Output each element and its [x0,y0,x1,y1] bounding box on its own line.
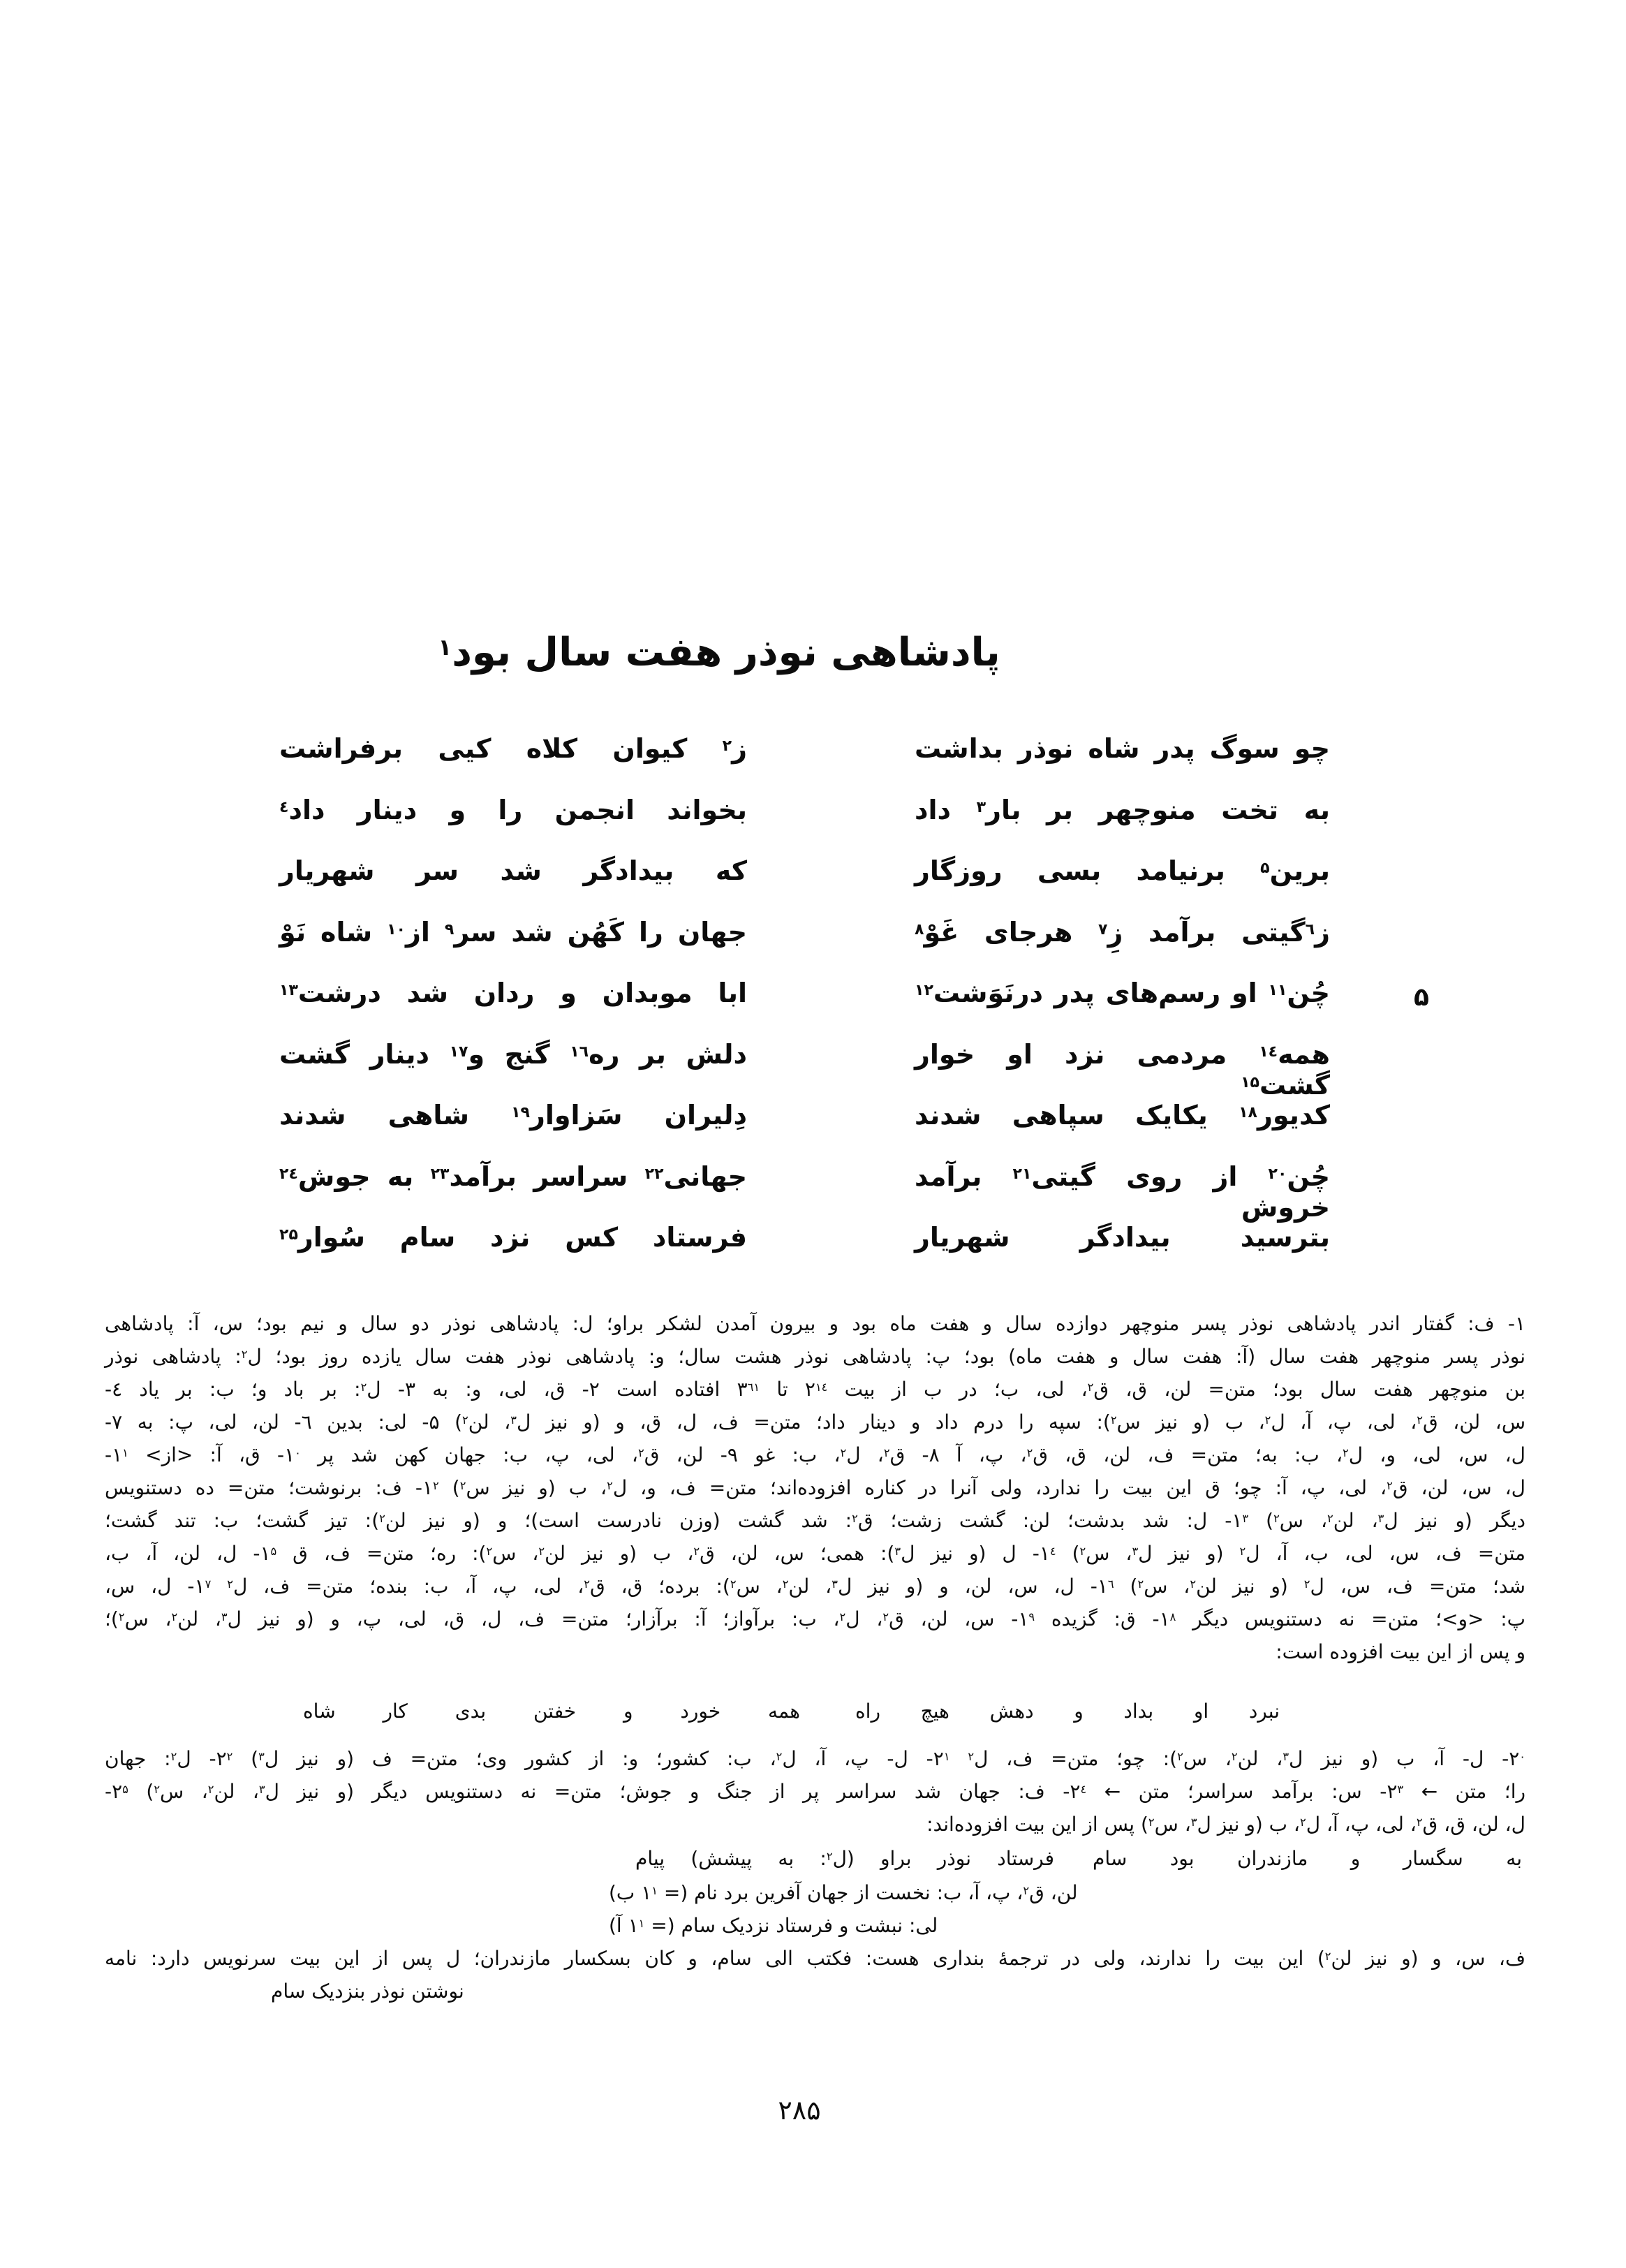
hemistich-first: به تخت منوچهر بر بار$^۳$ داد [915,794,1330,825]
couplet-row [279,1100,1330,1161]
apparatus-line: ل، س، لن، ق$^۲$، لی، پ، آ: چو؛ ق این بیت را ندارد، ولی آنرا در کناره افزوده‌اند؛ متن= ف، و، ل$^۲$، ب (و نیز س$^۲$) $۱^۲-$ ف: برنوشت؛ متن= ده دستنویس [105,1476,1525,1499]
hemistich-second: ابا موبدان و ردان شد درشت$^{۱۳}$ [279,978,747,1008]
variant-note: لی: نبشت و فرستاد نزدیک سام (= $۱^۱$ آ) [609,1914,938,1937]
hemistich-first: بترسید بیدادگر شهریار [915,1222,1330,1253]
apparatus-line: دیگر (و نیز ل$^۳$، لن$^۲$، س$^۲$) $۱^۳-$ ل: شد بدشت؛ لن: گشت زشت؛ ق$^۲$: شد گشت (وزن نادرست است)؛ و (و نیز لن$^۲$): تیز گشت؛ ب: تند گشت؛ [105,1509,1526,1532]
hemistich-first: ز$^٦$گیتی برآمد زِ$^۷$ هرجای غَوْ$^۸$ [915,916,1330,948]
added-verse-hemistich-second: فرستاد نوذر براو (ل$^۲$: به پیشش) پیام [635,1847,1054,1870]
couplet-row [279,917,1330,978]
hemistich-first: چو سوگ پدر شاه نوذر بداشت [915,733,1330,764]
apparatus-line: پ: <و>؛ متن= نه دستنویس دیگر $۱^۸-$ ق: گزیده $۱^۹-$ س، لن، ق$^۲$، ل$^۲$، ب: برآواز؛ آ: برآزار؛ متن= ف، ل، ق، لی، پ، و (و نیز ل$^۳$، لن$^۲$، س$^۲$)؛ [105,1607,1525,1630]
apparatus-line: ۱- ف: گفتار اندر پادشاهی نوذر پسر منوچهر دوازده سال و هفت ماه بود و بیرون آمدن لشکر براو؛ ل: پادشاهی نوذر دو سال و نیم بود؛ س، آ: پادشاهی [105,1312,1525,1335]
verse-number-marker: ۵ [1414,983,1429,1012]
apparatus-line: متن= ف، س، لی، ب، آ، ل$^۲$ (و نیز ل$^۳$، س$^۲$) $۱^٤-$ ل (و نیز ل$^۳$): همی؛ س، لن، ق$^۲$، ب (و نیز لن$^۲$، س$^۲$): ره؛ متن= ف، ق $۱^۵-$ ل، لن، آ، ب، [105,1542,1526,1565]
chapter-title: پادشاهی نوذر هفت سال بود$^۱$ [438,630,1000,675]
page-number: ۲۸۵ [778,2095,821,2126]
hemistich-first: چُن$^{۱۱}$ او رسم‌های پدر درنَوَشت$^{۱۲}$ [915,978,1330,1008]
hemistich-first: برین$^۵$ برنیامد بسی روزگار [915,855,1330,886]
added-verse-hemistich-first: نبرد او بداد و دهش هیچ راه [855,1700,1280,1723]
couplet-row [279,795,1330,856]
couplet-row [279,855,1330,917]
added-verse-2 [105,1842,1525,1875]
hemistich-second: بخواند انجمن را و دینار داد$^٤$ [279,794,747,825]
couplet-row [279,733,1330,795]
hemistich-first: چُن$^{۲۰}$ از روی گیتی$^{۲۱}$ برآمد خروش [915,1161,1331,1223]
apparatus-added-verse-intro: و پس از این بیت افزوده است: [1276,1640,1525,1663]
apparatus-line: را؛ متن ← $۲^۳-$ س: برآمد سراسر؛ متن ← $۲^٤-$ ف: جهان شد سراسر پر از جنگ و جوش؛ متن= نه دستنویس دیگر (و نیز ل$^۳$، لن$^۲$، س$^۲$) $۲^۵-$ [105,1780,1526,1803]
hemistich-second: جهانی$^{۲۲}$ سراسر برآمد$^{۲۳}$ به جوش$^{۲٤}$ [279,1161,747,1192]
hemistich-second: جهان را کَهُن شد سر$^۹$ از$^{۱۰}$ شاه نَوْ [279,916,748,948]
hemistich-second: که بیدادگر شد سر شهریار [279,855,747,886]
apparatus-line: شد؛ متن= ف، س، ل$^۲$ (و نیز لن$^۲$، س$^۲$) $۱^٦-$ ل، س، لن، و (و نیز ل$^۳$، لن$^۲$، س$^۲$): برده؛ ق، ق$^۲$، لی، پ، آ، ب: بنده؛ متن= ف، ل$^۲$ $۱^۷-$ ل، س، [105,1575,1526,1598]
hemistich-second: دِلیران سَزاوار$^{۱۹}$ شاهی شدند [279,1100,747,1131]
couplet-row [279,1039,1330,1100]
hemistich-second: دلش بر ره$^{۱٦}$ گنج و$^{۱۷}$ دینار گشت [279,1038,747,1070]
apparatus-line: س، لن، ق$^۲$، لی، پ، آ، ل$^۲$، ب (و نیز س$^۲$): سپه را درم داد و دینار داد؛ متن= ف، ل، ق، و (و نیز ل$^۳$، لن$^۲$) ۵- لی: بدین ٦- لن، لی، پ: به ۷- [105,1411,1525,1434]
hemistich-first: همه$^{۱٤}$ مردمی نزد او خوار گشت$^{۱۵}$ [915,1038,1330,1100]
added-verse-1 [105,1695,1525,1728]
hemistich-first: کدیور$^{۱۸}$ یکایک سپاهی شدند [915,1100,1330,1131]
couplet-row [279,978,1330,1039]
apparatus-closing-line: ف، س، و (و نیز لن$^۲$) این بیت را ندارند، ولی در ترجمهٔ بنداری هست: فکتب الی سام، و کان بسکسار مازندران؛ ل پس از این بیت سرنویس دارد: نامه [105,1947,1525,1970]
apparatus-closing-line: نوشتن نوذر بنزدیک سام [271,1980,464,2003]
apparatus-line: $۲^۰-$ ل- آ، ب (و نیز ل$^۳$، لن$^۲$، س$^۲$): چو؛ متن= ف، ل$^۲$ $۲^۱-$ ل- پ، آ، ل$^۲$، ب: کشور؛ و: از کشور وی؛ متن= ف (و نیز ل$^۳$) $۲^۲-$ ل$^۲$: جهان [105,1747,1525,1770]
apparatus-line: نوذر پسر منوچهر هفت سال (آ: هفت سال و هفت ماه) بود؛ پ: پادشاهی نوذر هشت سال؛ و: پادشاهی نوذر هفت سال یازده روز بود؛ ل$^۲$: پادشاهی نوذر [105,1345,1525,1368]
added-verse-hemistich-second: همه خورد و خفتن بدی کار شاه [303,1700,800,1723]
apparatus-line: ل، لن، ق، ق$^۲$، لی، پ، آ، ل$^۲$، ب (و نیز ل$^۳$، س$^۲$) پس از این بیت افزوده‌اند: [926,1813,1525,1836]
hemistich-second: فرستاد کس نزد سام سُوار$^{۲۵}$ [279,1222,747,1253]
couplet-row [279,1161,1330,1223]
added-verse-hemistich-first: به سگسار و مازندران بود سام [1093,1847,1522,1870]
apparatus-line: ل، س، لی، و، ل$^۲$، ب: به؛ متن= ف، لن، ق، ق$^۲$، پ، آ ۸- ق$^۲$، ل$^۲$، ب: غو ۹- لن، ق$^۲$، لی، پ، ب: جهان کهن شد پر $۱^۰-$ ق، آ: <از> $۱^۱-$ [105,1443,1526,1466]
hemistich-second: ز$^۲$ کیوان کلاه کیی برفراشت [279,733,747,764]
couplet-row [279,1222,1330,1283]
variant-note: لن، ق$^۲$، پ، آ، ب: نخست از جهان آفرین برد نام (= $۱^۱$ ب) [609,1881,1078,1904]
apparatus-line: بن منوچهر هفت سال بود؛ متن= لن، ق، ق$^۲$، لی، ب؛ در ب از بیت $۲^{۱٤}$ تا $۳^{٦۱}$ افتاده است ۲- ق، لی، و: به ۳- ل$^۲$: بر باد و؛ ب: بر یاد ٤- [105,1378,1525,1401]
critical-apparatus [105,1307,1525,2008]
poem-block [279,733,1330,1283]
